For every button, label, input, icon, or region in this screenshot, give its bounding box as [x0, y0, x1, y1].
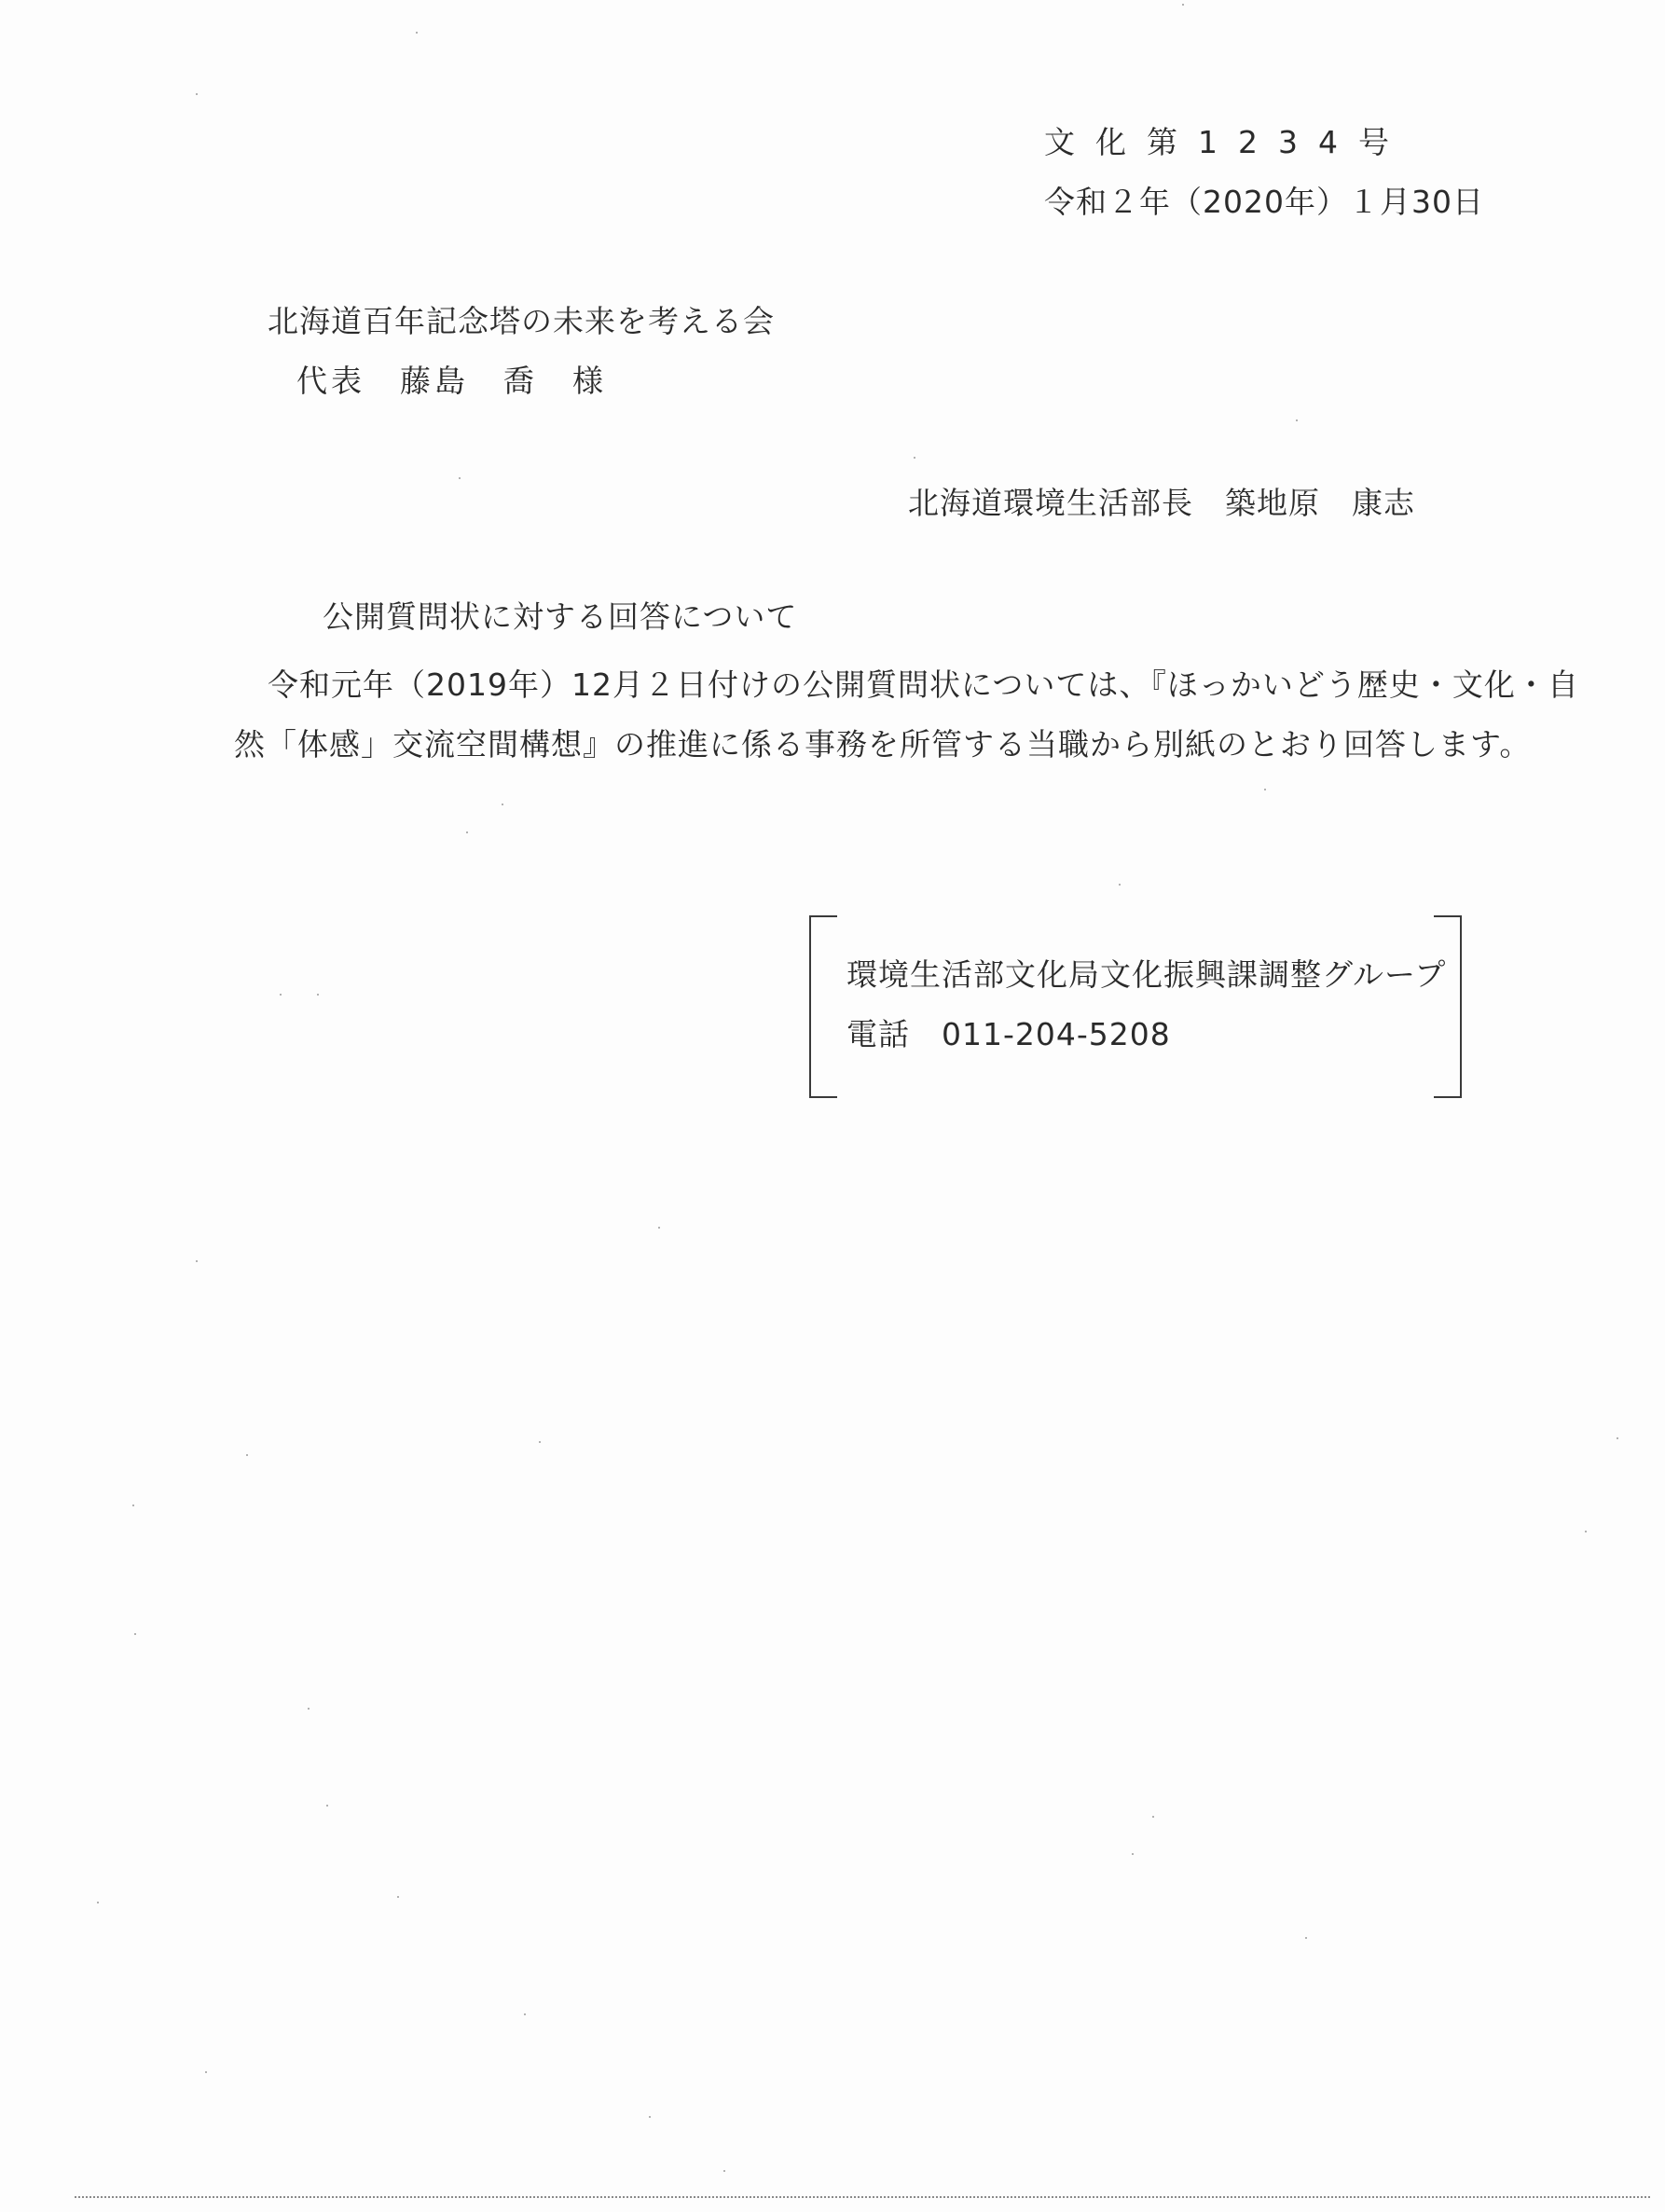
scan-speck: [326, 1805, 328, 1807]
scan-speck: [246, 1454, 248, 1456]
contact-phone: 電話 011-204-5208: [846, 1016, 1171, 1052]
scan-speck: [1617, 1437, 1618, 1439]
scan-speck: [466, 831, 468, 833]
scan-speck: [524, 2013, 526, 2015]
recipient-name: 代表 藤島 喬 様: [296, 363, 607, 399]
scan-speck: [1296, 419, 1298, 421]
scan-speck: [196, 1260, 198, 1262]
scan-speck: [397, 1896, 399, 1898]
scan-speck: [416, 32, 418, 34]
scan-speck: [1152, 1816, 1154, 1818]
document-date: 令和２年（2020年）１月30日: [1044, 184, 1484, 220]
scan-speck: [914, 457, 915, 459]
scan-speck: [134, 1633, 136, 1635]
sender: 北海道環境生活部長 築地原 康志: [908, 485, 1415, 521]
scan-speck: [196, 93, 198, 95]
document-number: 文化第1234号: [1044, 124, 1410, 160]
contact-box: [809, 915, 1462, 1098]
contact-department: 環境生活部文化局文化振興課調整グループ: [846, 956, 1447, 993]
scan-speck: [1264, 789, 1266, 790]
scan-speck: [658, 1227, 660, 1229]
scan-speck: [1119, 884, 1121, 886]
scan-speck: [1132, 1853, 1134, 1855]
scan-speck: [723, 2170, 725, 2172]
scan-speck: [459, 477, 461, 479]
scan-speck: [1182, 4, 1184, 6]
scan-speck: [1305, 1937, 1307, 1939]
scan-speck: [280, 994, 282, 996]
body-paragraph-line: 然「体感」交流空間構想』の推進に係る事務を所管する当職から別紙のとおり回答します。: [234, 726, 1532, 763]
scan-speck: [539, 1441, 541, 1443]
scan-bottom-edge: [75, 2196, 1650, 2198]
recipient-organization: 北海道百年記念塔の未来を考える会: [268, 303, 775, 339]
scan-speck: [205, 2071, 207, 2073]
subject-line: 公開質問状に対する回答について: [323, 598, 798, 635]
scan-speck: [308, 1708, 310, 1710]
scan-speck: [97, 1902, 99, 1903]
scan-speck: [502, 804, 503, 805]
left-bracket: [809, 915, 837, 1098]
scan-speck: [317, 994, 319, 996]
scan-speck: [1585, 1531, 1587, 1532]
scan-speck: [132, 1504, 134, 1506]
right-bracket: [1434, 915, 1462, 1098]
scan-speck: [649, 2116, 651, 2118]
body-paragraph-line: 令和元年（2019年）12月２日付けの公開質問状については、『ほっかいどう歴史・文化・自: [268, 666, 1579, 703]
